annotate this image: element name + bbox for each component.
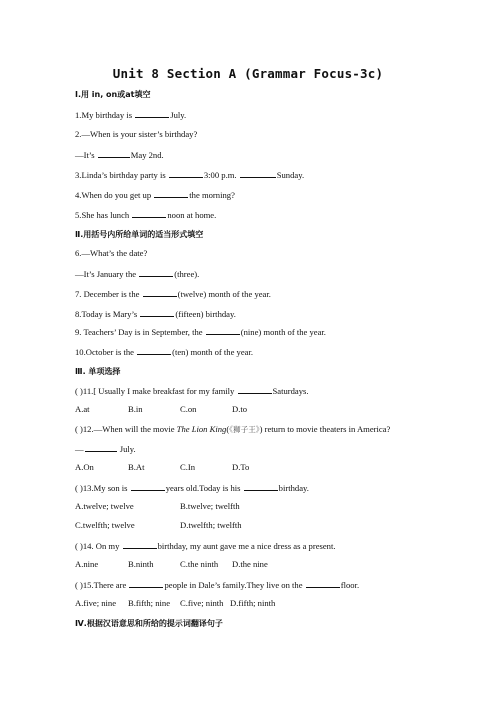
q14-text-a: ( )14. On my xyxy=(75,541,120,551)
q13-option-c[interactable]: C.twelfth; twelve xyxy=(75,520,135,530)
q15-blank-1[interactable] xyxy=(129,579,163,588)
q15-text-a: ( )15.There are xyxy=(75,580,127,590)
q12-option-a[interactable]: A.On xyxy=(75,462,94,472)
q4-text-a: 4.When do you get up xyxy=(75,190,152,200)
q15-option-b[interactable]: B.fifth; nine xyxy=(128,598,171,608)
q14-option-a[interactable]: A.nine xyxy=(75,559,99,569)
q11-text-b: Saturdays. xyxy=(272,386,309,396)
question-2 xyxy=(75,129,197,139)
question-7 xyxy=(75,288,271,299)
question-10 xyxy=(75,346,253,357)
q13-option-b[interactable]: B.twelve; twelfth xyxy=(180,501,240,511)
q2-text-a: 2.—When is your sister’s birthday? xyxy=(75,129,198,139)
q3-blank-2[interactable] xyxy=(240,169,276,178)
q4-text-b: the morning? xyxy=(189,190,235,200)
q3-text-c: Sunday. xyxy=(276,170,305,180)
q13-option-a[interactable]: A.twelve; twelve xyxy=(75,501,134,511)
q15-option-d[interactable]: D.fifth; ninth xyxy=(230,598,276,608)
question-6-answer xyxy=(75,268,199,279)
section-heading-4: Ⅳ.根据汉语意思和所给的提示词翻译句子 xyxy=(75,619,223,628)
q4-blank[interactable] xyxy=(154,189,188,198)
q9-text-b: (nine) month of the year. xyxy=(240,327,326,337)
q2-blank[interactable] xyxy=(98,149,130,158)
q12-option-c[interactable]: C.In xyxy=(180,462,196,472)
q8-blank[interactable] xyxy=(140,308,174,317)
question-13-options-row-1 xyxy=(75,501,240,511)
q3-blank-1[interactable] xyxy=(169,169,203,178)
question-13 xyxy=(75,482,309,493)
question-14-options xyxy=(75,559,268,569)
q12-movie-title: The Lion King xyxy=(176,424,227,434)
question-11-options xyxy=(75,404,247,414)
q13-option-d[interactable]: D.twelfth; twelfth xyxy=(180,520,242,530)
q6-text-b1: —It’s January the xyxy=(75,269,137,279)
q6-text-a: 6.—What’s the date? xyxy=(75,248,148,258)
q12-text-c2: July. xyxy=(119,444,136,454)
question-6 xyxy=(75,248,147,258)
q12-text-a: ( )12.—When will the movie xyxy=(75,424,177,434)
q8-text-a: 8.Today is Mary’s xyxy=(75,309,138,319)
q14-text-b: birthday, my aunt gave me a nice dress as a present. xyxy=(157,541,336,551)
question-13-options-row-2 xyxy=(75,520,242,530)
q9-text-a: 9. Teachers’ Day is in September, the xyxy=(75,327,203,337)
question-11 xyxy=(75,385,309,396)
q12-option-d[interactable]: D.To xyxy=(232,462,250,472)
q14-option-c[interactable]: C.the ninth xyxy=(180,559,219,569)
q11-option-d[interactable]: D.to xyxy=(232,404,248,414)
q14-option-b[interactable]: B.ninth xyxy=(128,559,154,569)
q12-blank[interactable] xyxy=(85,443,117,452)
question-15-options xyxy=(75,598,275,608)
q9-blank[interactable] xyxy=(206,326,240,335)
question-4 xyxy=(75,189,235,200)
q7-text-a: 7. December is the xyxy=(75,289,140,299)
section-heading-1: Ⅰ.用 in, on或at填空 xyxy=(75,90,151,99)
q12-option-b[interactable]: B.At xyxy=(128,462,145,472)
q14-blank[interactable] xyxy=(123,540,157,549)
q6-text-b2: (three). xyxy=(174,269,200,279)
q1-text-a: 1.My birthday is xyxy=(75,110,133,120)
q10-text-a: 10.October is the xyxy=(75,347,134,357)
q5-text-b: noon at home. xyxy=(167,210,217,220)
q1-blank[interactable] xyxy=(135,109,169,118)
q6-blank[interactable] xyxy=(139,268,173,277)
q12-text-b: ) return to movie theaters in America? xyxy=(259,424,391,434)
q15-text-c: floor. xyxy=(340,580,360,590)
question-15 xyxy=(75,579,359,590)
q10-blank[interactable] xyxy=(137,346,171,355)
q12-text-c1: — xyxy=(75,444,84,454)
q7-text-b: (twelve) month of the year. xyxy=(177,289,271,299)
q1-text-b: July. xyxy=(170,110,187,120)
q11-text-a: ( )11.[ Usually I make breakfast for my family xyxy=(75,386,235,396)
question-2-answer xyxy=(75,149,164,160)
q15-option-c[interactable]: C.five; ninth xyxy=(180,598,224,608)
section-heading-2: Ⅱ.用括号内所给单词的适当形式填空 xyxy=(75,230,204,239)
q12-paren-open: ( xyxy=(226,424,230,434)
question-14 xyxy=(75,540,336,551)
q11-option-a[interactable]: A.at xyxy=(75,404,90,414)
question-12-options xyxy=(75,462,249,472)
q13-text-c: birthday. xyxy=(278,483,309,493)
q11-blank[interactable] xyxy=(238,385,272,394)
q5-blank[interactable] xyxy=(132,209,166,218)
q13-blank-2[interactable] xyxy=(244,482,278,491)
q13-text-a: ( )13.My son is xyxy=(75,483,128,493)
q3-text-b: 3:00 p.m. xyxy=(203,170,237,180)
q15-text-b: people in Dale’s family.They live on the xyxy=(164,580,303,590)
q13-blank-1[interactable] xyxy=(131,482,165,491)
q13-text-b: years old.Today is his xyxy=(165,483,241,493)
q7-blank[interactable] xyxy=(143,288,177,297)
question-1 xyxy=(75,109,186,120)
q8-text-b: (fifteen) birthday. xyxy=(175,309,236,319)
q11-option-b[interactable]: B.in xyxy=(128,404,143,414)
q2-text-b1: —It’s xyxy=(75,150,95,160)
q10-text-b: (ten) month of the year. xyxy=(172,347,254,357)
q12-cn-title: 《狮子王》 xyxy=(229,425,260,434)
question-8 xyxy=(75,308,236,319)
question-3 xyxy=(75,169,304,180)
q11-option-c[interactable]: C.on xyxy=(180,404,197,414)
question-12 xyxy=(75,424,390,435)
question-12-answer xyxy=(75,443,136,454)
q3-text-a: 3.Linda’s birthday party is xyxy=(75,170,166,180)
q2-text-b2: May 2nd. xyxy=(130,150,164,160)
section-heading-3: Ⅲ. 单项选择 xyxy=(75,367,121,376)
q5-text-a: 5.She has lunch xyxy=(75,210,130,220)
question-9 xyxy=(75,326,326,337)
q15-option-a[interactable]: A.five; nine xyxy=(75,598,117,608)
page-title: Unit 8 Section A (Grammar Focus-3c) xyxy=(112,66,384,81)
question-5 xyxy=(75,209,216,220)
q15-blank-2[interactable] xyxy=(306,579,340,588)
q14-option-d[interactable]: D.the nine xyxy=(232,559,268,569)
